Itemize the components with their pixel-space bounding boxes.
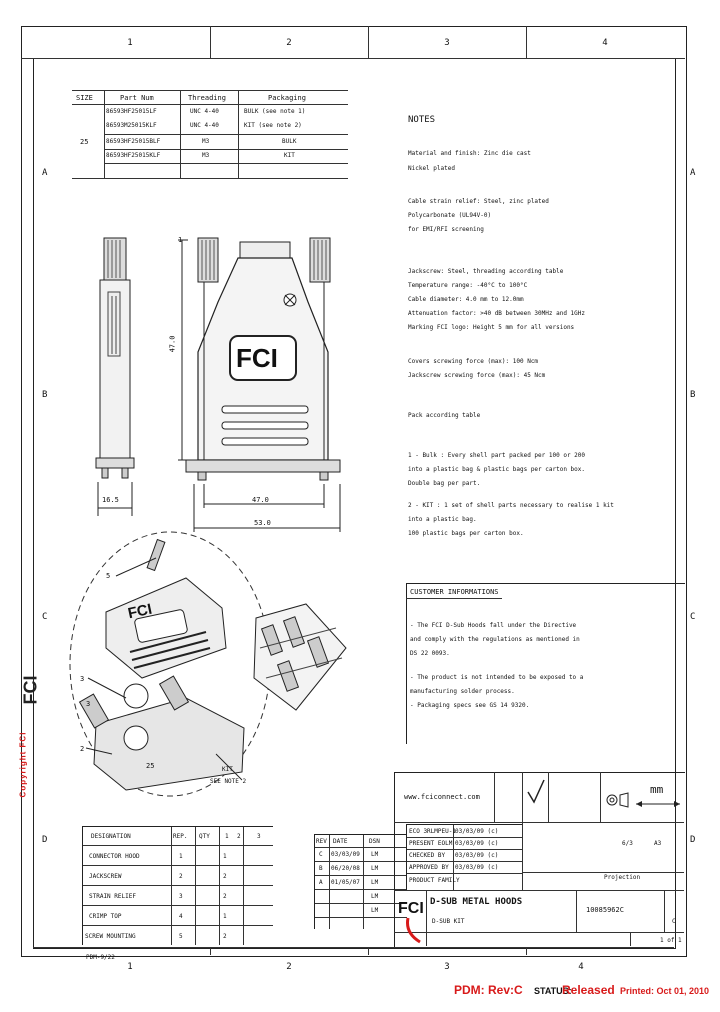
units-arrow-icon <box>634 800 682 808</box>
parts-row-thread: M3 <box>202 138 210 145</box>
approval-cell: APPROVED BY <box>409 864 449 871</box>
bom-header: QTY <box>199 833 210 840</box>
parts-row-partnum: 86593M25015KLF <box>106 122 157 129</box>
parts-row-partnum: 86593HF25015KLF <box>106 152 161 159</box>
bom-cell: STRAIN RELIEF <box>89 893 136 900</box>
parts-row-thread: UNC 4-40 <box>190 108 219 115</box>
bom-cell: 4 <box>179 913 183 920</box>
customer-info-line: and comply with the regulations as mentioned in <box>410 636 580 643</box>
bom-cell: 2 <box>223 873 227 880</box>
front-view-logo: FCI <box>236 343 278 373</box>
zone-divider <box>33 947 674 948</box>
exploded-logo: FCI <box>126 600 154 623</box>
approval-cell: CHECKED BY <box>409 852 446 859</box>
footer-status-value: Released <box>562 983 615 997</box>
zone-divider <box>21 58 685 59</box>
bom-cell: SCREW MOUNTING <box>85 933 136 940</box>
bom-cell: 1 <box>223 913 227 920</box>
zone-divider <box>210 947 211 955</box>
fci-logo: FCI <box>398 900 424 917</box>
title-block-line <box>394 822 684 823</box>
callout-3: 3 <box>80 675 85 683</box>
fci-vertical-logo: FCI <box>20 675 41 705</box>
drawing-subtitle: D-SUB KIT <box>432 918 465 925</box>
bom-cell: 2 <box>179 873 183 880</box>
callout-kit: KIT <box>222 766 233 773</box>
note-line: 1 - Bulk : Every shell part packed per 100 or 200 <box>408 452 586 459</box>
approval-cell: 03/03/09 (c) <box>455 852 499 859</box>
rev-header: REV <box>316 838 327 845</box>
projection-label: Projection <box>604 874 641 881</box>
zone-left-b: B <box>42 390 48 400</box>
title-block-line <box>494 772 495 822</box>
parts-header-packaging: Packaging <box>268 94 306 102</box>
scale-value: 6/3 <box>622 840 633 847</box>
bom-cell: CONNECTOR HOOD <box>89 853 140 860</box>
customer-info-line: manufacturing solder process. <box>410 688 515 695</box>
note-line: Jackscrew screwing force (max): 45 Ncm <box>408 372 546 379</box>
note-line: Cable diameter: 4.0 mm to 12.0mm <box>408 296 524 303</box>
note-line: Polycarbonate (UL94V-0) <box>408 212 492 219</box>
rev-cell: LM <box>371 907 379 914</box>
notes-title: NOTES <box>408 115 436 125</box>
projection-symbol-icon <box>606 792 630 808</box>
parts-row-pack: BULK <box>282 138 297 145</box>
kit-packaging-drawing <box>246 598 356 718</box>
footer-ref: PDM-9/22 <box>86 954 115 961</box>
zone-divider <box>526 26 527 58</box>
title-block-line <box>426 890 427 946</box>
dim-top-mark: 1 <box>178 236 183 244</box>
parts-table <box>72 90 348 182</box>
parts-row-pack: BULK (see note 1) <box>244 108 306 115</box>
customer-info-line: - Packaging specs see GS 14 9320. <box>410 702 530 709</box>
title-block-line <box>394 932 684 933</box>
zone-divider <box>368 947 369 955</box>
title-block-line <box>548 772 549 822</box>
rev-cell: B <box>319 865 323 872</box>
drawing-title: D-SUB METAL HOODS <box>430 897 523 907</box>
bom-cell: 2 <box>223 893 227 900</box>
parts-header-threading: Threading <box>188 94 226 102</box>
approval-cell: 03/03/09 (c) <box>455 828 499 835</box>
zone-top-2: 2 <box>286 38 292 48</box>
rev-cell: 01/05/07 <box>331 879 360 886</box>
exploded-view-drawing <box>66 528 274 800</box>
rev-cell: 06/20/08 <box>331 865 360 872</box>
customer-info-line: DS 22 0093. <box>410 650 450 657</box>
note-line: Covers screwing force (max): 100 Ncm <box>408 358 539 365</box>
parts-row-thread: UNC 4-40 <box>190 122 219 129</box>
zone-top-3: 3 <box>444 38 450 48</box>
title-block-line <box>522 872 684 873</box>
zone-divider <box>526 947 527 955</box>
sheet-number: 1 of 1 <box>660 937 682 944</box>
bom-cell: 3 <box>179 893 183 900</box>
note-line: Attenuation factor: >40 dB between 30MHz and 1GHz <box>408 310 586 317</box>
size-label: A3 <box>654 840 662 847</box>
zone-bottom-1: 1 <box>127 962 133 972</box>
zone-right-d: D <box>690 835 696 845</box>
rev-header: DATE <box>333 838 348 845</box>
units-label: mm <box>650 783 664 796</box>
rev-cell: A <box>319 879 323 886</box>
note-line: Nickel plated <box>408 165 455 172</box>
footer-printed: Printed: Oct 01, 2010 <box>620 986 710 996</box>
note-line: Temperature range: -40°C to 100°C <box>408 282 528 289</box>
zone-top-1: 1 <box>127 38 133 48</box>
bom-cell: CRIMP TOP <box>89 913 122 920</box>
rev-cell: LM <box>371 879 379 886</box>
note-line: Marking FCI logo: Height 5 mm for all versions <box>408 324 575 331</box>
note-line: into a plastic bag & plastic bags per carton box. <box>408 466 586 473</box>
zone-left-a: A <box>42 168 48 178</box>
title-block-line <box>394 890 684 891</box>
zone-left-c: C <box>42 612 48 622</box>
note-line: 100 plastic bags per carton box. <box>408 530 524 537</box>
zone-left-d: D <box>42 835 48 845</box>
rev-cell: LM <box>371 851 379 858</box>
dim-inner-width: 47.0 <box>252 496 269 504</box>
bom-header: REP. <box>173 833 188 840</box>
dim-depth: 16.5 <box>102 496 119 504</box>
parts-row-thread: M3 <box>202 152 210 159</box>
zone-right-b: B <box>690 390 696 400</box>
revision-letter: C <box>672 918 676 925</box>
zone-right-a: A <box>690 168 696 178</box>
note-line: Material and finish: Zinc die cast <box>408 150 531 157</box>
bom-table <box>82 826 273 945</box>
footer-status-label: STATUS: <box>534 986 572 996</box>
bom-cell: 2 <box>223 933 227 940</box>
bom-header: 3 <box>257 833 261 840</box>
parts-row-partnum: 86593HF25015BLF <box>106 138 161 145</box>
customer-info-line: - The product is not intended to be exposed to a <box>410 674 584 681</box>
drawing-number: 10085962C <box>586 906 624 914</box>
title-block-line <box>522 772 523 890</box>
bom-cell: 1 <box>223 853 227 860</box>
side-view-drawing <box>90 232 140 522</box>
zone-bottom-4: 4 <box>578 962 584 972</box>
dim-height: 47.0 <box>168 335 177 353</box>
note-line: Cable strain relief: Steel, zinc plated <box>408 198 549 205</box>
bom-cell: JACKSCREW <box>89 873 122 880</box>
parts-header-size: SIZE <box>76 94 93 102</box>
note-line: into a plastic bag. <box>408 516 477 523</box>
parts-row-partnum: 86593HF25015LF <box>106 108 157 115</box>
parts-row-pack: KIT (see note 2) <box>244 122 302 129</box>
title-block-line <box>576 890 577 932</box>
parts-row-pack: KIT <box>284 152 295 159</box>
customer-info-box <box>406 583 685 744</box>
checkmark-icon <box>526 778 546 804</box>
note-line: for EMI/RFI screening <box>408 226 484 233</box>
footer-pdm: PDM: Rev:C <box>454 983 523 997</box>
zone-bottom-3: 3 <box>444 962 450 972</box>
approval-cell: PRODUCT FAMILY <box>409 877 460 884</box>
zone-divider <box>210 26 211 58</box>
bom-cell: 5 <box>179 933 183 940</box>
zone-divider <box>368 26 369 58</box>
note-line: Jackscrew: Steel, threading according table <box>408 268 564 275</box>
rev-cell: LM <box>371 893 379 900</box>
website-text: www.fciconnect.com <box>404 793 480 801</box>
rev-cell: LM <box>371 865 379 872</box>
bom-header: DESIGNATION <box>91 833 131 840</box>
bom-header: 1 <box>225 833 229 840</box>
zone-top-4: 4 <box>602 38 608 48</box>
fci-logo-swoosh-icon <box>404 916 422 944</box>
customer-info-title: CUSTOMER INFORMATIONS <box>410 588 499 596</box>
note-line: 2 - KIT : 1 set of shell parts necessary to realise 1 kit <box>408 502 614 509</box>
rev-header: DSN <box>369 838 380 845</box>
zone-right-c: C <box>690 612 696 622</box>
size-mark: 25 <box>146 762 155 770</box>
bom-cell: 1 <box>179 853 183 860</box>
title-block-line <box>600 772 601 822</box>
zone-bottom-2: 2 <box>286 962 292 972</box>
approval-cell: PRESENT EOLM <box>409 840 453 847</box>
rev-cell: C <box>319 851 323 858</box>
parts-size-value: 25 <box>80 138 89 146</box>
callout-2: 2 <box>80 745 85 753</box>
callout-3-lower: 3 <box>86 700 91 708</box>
rev-cell: 03/03/09 <box>331 851 360 858</box>
approval-cell: ECO 3RLMPEU-1 <box>409 828 456 835</box>
callout-see-note: SEE NOTE 2 <box>210 778 247 785</box>
approval-cell: 03/03/09 (c) <box>455 864 499 871</box>
title-block-line <box>664 890 665 932</box>
callout-5: 5 <box>106 572 111 580</box>
dim-overall-width: 53.0 <box>254 519 271 527</box>
copyright-vertical: Copyright FCI <box>18 731 28 798</box>
customer-info-underline <box>406 598 502 599</box>
approval-cell: 03/03/09 (c) <box>455 840 499 847</box>
note-line: Pack according table <box>408 412 481 419</box>
parts-header-partnum: Part Num <box>120 94 154 102</box>
customer-info-line: - The FCI D-Sub Hoods fall under the Directive <box>410 622 577 629</box>
note-line: Double bag per part. <box>408 480 481 487</box>
title-block-line <box>630 932 631 946</box>
bom-header: 2 <box>237 833 241 840</box>
